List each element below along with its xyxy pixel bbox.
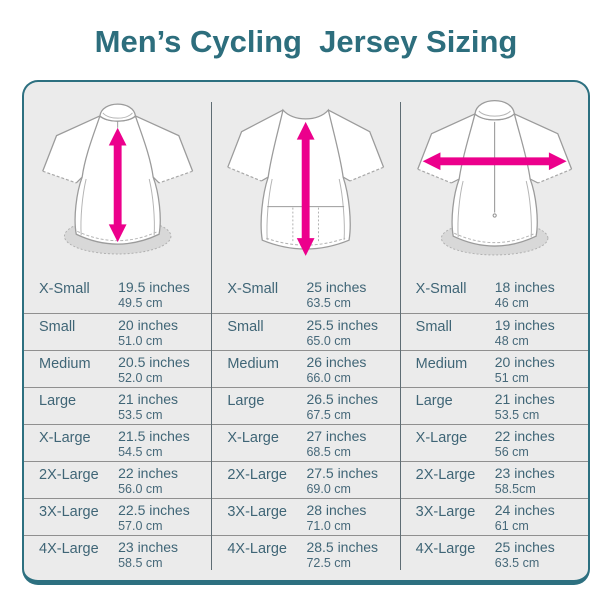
size-label: 3X-Large — [39, 504, 99, 520]
jersey-back-length-illustration — [212, 92, 399, 270]
size-label: X-Large — [415, 430, 468, 446]
size-row — [212, 276, 399, 313]
measurement-value — [306, 354, 366, 385]
inches-value: 22.5 inches — [118, 502, 190, 518]
measurement-value — [118, 354, 190, 385]
inches-value: 27.5 inches — [306, 465, 379, 481]
jersey-front-length-arrow-icon — [24, 92, 211, 270]
inches-value: 19 inches — [494, 317, 555, 333]
size-label: Large — [415, 393, 453, 409]
size-row — [401, 387, 588, 424]
measurement-value — [306, 279, 366, 310]
size-label: 3X-Large — [415, 504, 476, 520]
inches-value: 25 inches — [494, 539, 555, 555]
inches-value: 26 inches — [306, 354, 367, 370]
measurement-value — [306, 539, 378, 570]
size-row — [24, 461, 211, 498]
size-label: 4X-Large — [227, 541, 287, 557]
measurement-value — [118, 279, 190, 310]
measurement-value — [495, 279, 555, 310]
size-row — [24, 350, 211, 387]
jersey-back-length-arrow-icon — [212, 92, 399, 270]
size-label: X-Small — [227, 281, 279, 297]
cm-value: 53.5 cm — [494, 407, 540, 422]
inches-value: 23 inches — [494, 465, 555, 481]
size-row — [212, 535, 399, 572]
measurement-value — [495, 428, 555, 459]
cm-value: 66.0 cm — [306, 370, 351, 385]
size-row — [212, 461, 399, 498]
size-row — [212, 387, 399, 424]
size-row — [401, 424, 588, 461]
cm-value: 71.0 cm — [306, 518, 351, 533]
size-label: 2X-Large — [415, 467, 476, 483]
size-label: 2X-Large — [39, 467, 99, 483]
size-label: X-Small — [415, 281, 467, 297]
cm-value: 49.5 cm — [118, 295, 163, 310]
inches-value: 27 inches — [306, 428, 367, 444]
cm-value: 58.5 cm — [118, 555, 163, 570]
size-label: Small — [415, 319, 452, 335]
size-row — [24, 498, 211, 535]
size-column-back-length — [212, 82, 399, 580]
measurement-value — [495, 539, 555, 570]
measurement-value — [118, 539, 178, 570]
cm-value: 56.0 cm — [118, 481, 163, 496]
measurement-value — [118, 502, 190, 533]
size-row — [401, 535, 588, 572]
size-label: 3X-Large — [227, 504, 287, 520]
size-table-back-length — [212, 276, 399, 572]
size-column-chest-width — [401, 82, 588, 580]
inches-value: 22 inches — [494, 428, 555, 444]
size-row — [24, 387, 211, 424]
size-row — [24, 276, 211, 313]
inches-value: 25.5 inches — [306, 317, 379, 333]
measurement-value — [495, 354, 555, 385]
size-row — [401, 313, 588, 350]
inches-value: 19.5 inches — [118, 279, 190, 295]
cm-value: 69.0 cm — [306, 481, 351, 496]
measurement-value — [495, 317, 555, 348]
cm-value: 72.5 cm — [306, 555, 351, 570]
cm-value: 58.5cm — [494, 481, 536, 496]
cm-value: 67.5 cm — [306, 407, 351, 422]
size-label: Medium — [227, 356, 279, 372]
cm-value: 51.0 cm — [118, 333, 163, 348]
size-label: Large — [39, 393, 77, 409]
size-row — [401, 461, 588, 498]
size-row — [401, 350, 588, 387]
size-row — [212, 424, 399, 461]
size-label: Large — [227, 393, 265, 409]
size-label: Small — [39, 319, 76, 335]
size-label: 4X-Large — [39, 541, 99, 557]
size-table-front-length — [24, 276, 211, 572]
cm-value: 65.0 cm — [306, 333, 351, 348]
size-row — [401, 498, 588, 535]
inches-value: 26.5 inches — [306, 391, 379, 407]
measurement-value — [306, 428, 366, 459]
measurement-value — [118, 391, 178, 422]
jersey-chest-width-illustration — [401, 92, 588, 270]
size-row — [401, 276, 588, 313]
inches-value: 22 inches — [118, 465, 179, 481]
size-row — [24, 424, 211, 461]
measurement-value — [495, 465, 555, 496]
inches-value: 21.5 inches — [118, 428, 190, 444]
inches-value: 24 inches — [494, 502, 555, 518]
size-label: Medium — [39, 356, 91, 372]
cm-value: 54.5 cm — [118, 444, 163, 459]
measurement-value — [306, 391, 378, 422]
inches-value: 20 inches — [118, 317, 179, 333]
size-label: X-Small — [39, 281, 90, 297]
cm-value: 56 cm — [494, 444, 529, 459]
cm-value: 52.0 cm — [118, 370, 163, 385]
sizing-chart-panel — [22, 80, 590, 585]
measurement-value — [495, 391, 555, 422]
size-table-chest-width — [401, 276, 588, 572]
inches-value: 25 inches — [306, 279, 367, 295]
size-label: X-Large — [39, 430, 91, 446]
inches-value: 18 inches — [494, 279, 555, 295]
cm-value: 46 cm — [494, 295, 529, 310]
inches-value: 20.5 inches — [118, 354, 190, 370]
size-label: 2X-Large — [227, 467, 287, 483]
inches-value: 28 inches — [306, 502, 367, 518]
cm-value: 61 cm — [494, 518, 529, 533]
jersey-front-length-illustration — [24, 92, 211, 270]
page-title: Men’s Cycling Jersey Sizing — [94, 24, 518, 59]
measurement-value — [306, 502, 366, 533]
size-row — [24, 313, 211, 350]
cm-value: 48 cm — [494, 333, 529, 348]
size-label: X-Large — [227, 430, 279, 446]
measurement-value — [118, 465, 178, 496]
size-label: 4X-Large — [415, 541, 476, 557]
cm-value: 51 cm — [494, 370, 529, 385]
jersey-chest-width-arrow-icon — [401, 92, 588, 270]
cm-value: 63.5 cm — [306, 295, 351, 310]
size-label: Small — [227, 319, 264, 335]
inches-value: 20 inches — [494, 354, 555, 370]
measurement-value — [118, 428, 190, 459]
measurement-value — [306, 465, 378, 496]
size-row — [212, 498, 399, 535]
cm-value: 53.5 cm — [118, 407, 163, 422]
measurement-value — [118, 317, 178, 348]
inches-value: 28.5 inches — [306, 539, 379, 555]
size-row — [212, 350, 399, 387]
size-column-front-length — [24, 82, 211, 580]
inches-value: 23 inches — [118, 539, 179, 555]
size-row — [24, 535, 211, 572]
cm-value: 57.0 cm — [118, 518, 163, 533]
measurement-value — [306, 317, 378, 348]
inches-value: 21 inches — [494, 391, 555, 407]
cm-value: 63.5 cm — [494, 555, 540, 570]
size-label: Medium — [415, 356, 468, 372]
size-row — [212, 313, 399, 350]
inches-value: 21 inches — [118, 391, 179, 407]
cm-value: 68.5 cm — [306, 444, 351, 459]
measurement-value — [495, 502, 555, 533]
